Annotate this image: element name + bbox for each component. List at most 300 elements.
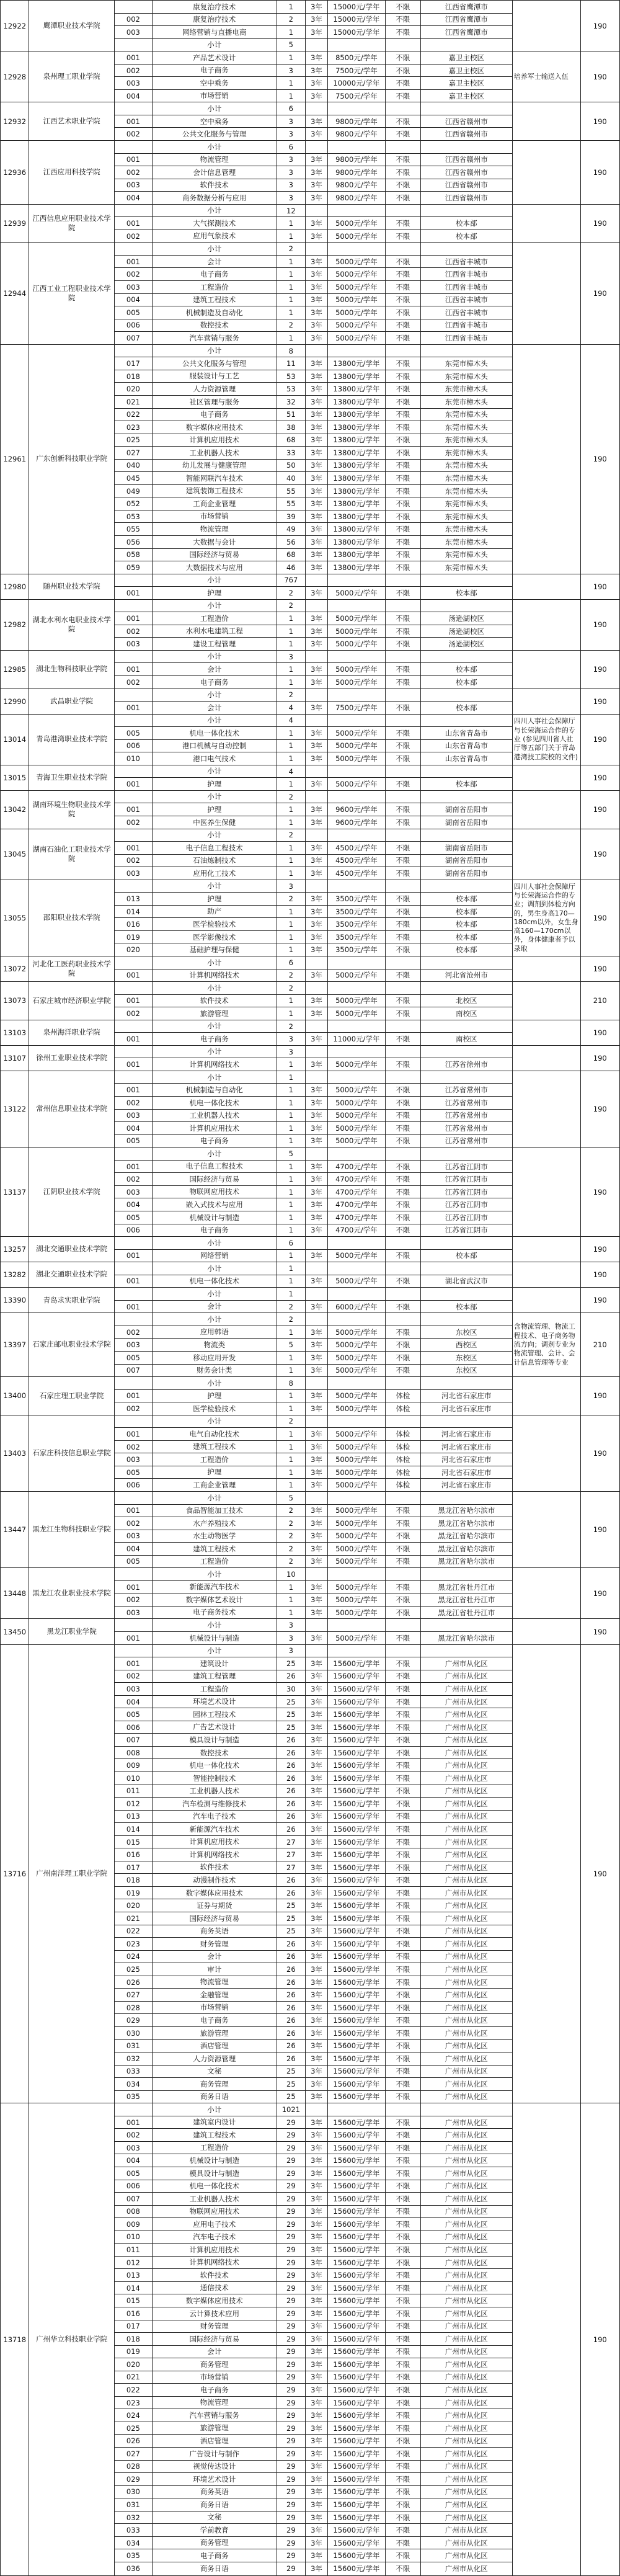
requirement-cell: 不限 bbox=[385, 1134, 420, 1148]
tuition-cell: 13800元/学年 bbox=[327, 395, 385, 408]
tuition-cell: 9800元/学年 bbox=[327, 115, 385, 128]
tuition-cell bbox=[327, 765, 385, 778]
major-name-cell: 建筑工程技术 bbox=[152, 2129, 277, 2142]
tuition-cell: 15000元/学年 bbox=[327, 26, 385, 39]
major-name-cell: 汽车营销与服务 bbox=[152, 2409, 277, 2422]
major-name-cell: 小计 bbox=[152, 880, 277, 893]
tuition-cell: 5000元/学年 bbox=[327, 1555, 385, 1568]
plan-count-cell: 1 bbox=[277, 612, 305, 625]
tuition-cell: 10000元/学年 bbox=[327, 77, 385, 90]
tuition-cell: 15600元/学年 bbox=[327, 2180, 385, 2193]
school-code-cell: 12936 bbox=[1, 141, 29, 205]
years-cell: 3年 bbox=[306, 523, 328, 536]
requirement-cell: 不限 bbox=[385, 497, 420, 510]
note-cell bbox=[512, 1020, 580, 1045]
plan-count-cell: 1 bbox=[277, 1122, 305, 1135]
campus-cell: 江西省鹰潭市 bbox=[420, 1, 512, 14]
plan-count-cell: 1 bbox=[277, 51, 305, 65]
tuition-cell: 15600元/学年 bbox=[327, 2269, 385, 2282]
requirement-cell: 不限 bbox=[385, 1938, 420, 1951]
requirement-cell: 不限 bbox=[385, 2090, 420, 2103]
tuition-cell: 5000元/学年 bbox=[327, 293, 385, 306]
plan-count-cell: 3 bbox=[277, 179, 305, 192]
plan-count-cell: 29 bbox=[277, 2116, 305, 2129]
plan-count-cell: 1 bbox=[277, 1364, 305, 1377]
major-code-cell: 017 bbox=[114, 1861, 152, 1874]
years-cell: 3年 bbox=[306, 1530, 328, 1543]
plan-count-cell: 29 bbox=[277, 2269, 305, 2282]
plan-count-cell: 12 bbox=[277, 204, 305, 217]
tuition-cell bbox=[327, 1045, 385, 1058]
campus-cell: 江西省丰城市 bbox=[420, 306, 512, 319]
major-code-cell: 001 bbox=[114, 612, 152, 625]
major-code-cell: 040 bbox=[114, 459, 152, 472]
major-code-cell: 014 bbox=[114, 905, 152, 918]
plan-count-cell: 1 bbox=[277, 1402, 305, 1415]
requirement-cell: 不限 bbox=[385, 548, 420, 561]
min-score-cell: 190 bbox=[580, 1, 619, 51]
tuition-cell: 15600元/学年 bbox=[327, 2281, 385, 2294]
plan-count-cell: 2 bbox=[277, 1020, 305, 1033]
major-code-cell: 052 bbox=[114, 497, 152, 510]
campus-cell: 广州市从化区 bbox=[420, 1683, 512, 1696]
requirement-cell bbox=[385, 1045, 420, 1058]
major-name-cell: 软件技术 bbox=[152, 2269, 277, 2282]
major-name-cell: 小计 bbox=[152, 956, 277, 969]
requirement-cell: 不限 bbox=[385, 1275, 420, 1288]
tuition-cell: 15600元/学年 bbox=[327, 2409, 385, 2422]
years-cell bbox=[306, 102, 328, 115]
note-cell bbox=[512, 243, 580, 344]
requirement-cell: 不限 bbox=[385, 2218, 420, 2231]
major-name-cell: 物流管理 bbox=[152, 2396, 277, 2409]
campus-cell: 广州市从化区 bbox=[420, 2014, 512, 2027]
major-name-cell: 护理 bbox=[152, 778, 277, 791]
tuition-cell: 5000元/学年 bbox=[327, 1007, 385, 1020]
years-cell: 3年 bbox=[306, 2193, 328, 2206]
tuition-cell bbox=[327, 2103, 385, 2116]
plan-count-cell: 2 bbox=[277, 689, 305, 702]
major-name-cell: 人力资源管理 bbox=[152, 2052, 277, 2066]
tuition-cell bbox=[327, 689, 385, 702]
years-cell bbox=[306, 1148, 328, 1161]
major-code-cell: 014 bbox=[114, 1823, 152, 1836]
note-cell bbox=[512, 344, 580, 574]
years-cell: 3年 bbox=[306, 484, 328, 497]
tuition-cell: 15600元/学年 bbox=[327, 1848, 385, 1861]
plan-count-cell: 25 bbox=[277, 1912, 305, 1925]
major-name-cell: 财务会计类 bbox=[152, 1364, 277, 1377]
campus-cell: 湖南省岳阳市 bbox=[420, 816, 512, 829]
years-cell: 3年 bbox=[306, 230, 328, 243]
requirement-cell: 不限 bbox=[385, 281, 420, 294]
years-cell: 3年 bbox=[306, 1823, 328, 1836]
major-name-cell: 建筑装饰工程技术 bbox=[152, 484, 277, 497]
requirement-cell bbox=[385, 765, 420, 778]
plan-count-cell: 53 bbox=[277, 370, 305, 383]
plan-count-cell: 1 bbox=[277, 816, 305, 829]
years-cell: 3年 bbox=[306, 306, 328, 319]
plan-count-cell: 1 bbox=[277, 803, 305, 816]
major-code-cell bbox=[114, 1020, 152, 1033]
tuition-cell bbox=[327, 243, 385, 256]
major-name-cell: 物流类 bbox=[152, 1339, 277, 1352]
min-score-cell: 190 bbox=[580, 1020, 619, 1045]
requirement-cell: 不限 bbox=[385, 1339, 420, 1352]
min-score-cell: 190 bbox=[580, 1377, 619, 1415]
major-name-cell: 公共文化服务与管理 bbox=[152, 357, 277, 370]
plan-count-cell: 46 bbox=[277, 561, 305, 574]
tuition-cell: 15600元/学年 bbox=[327, 1899, 385, 1912]
school-name-cell: 石家庄城市经济职业学院 bbox=[29, 982, 114, 1020]
years-cell: 3年 bbox=[306, 535, 328, 548]
major-code-cell: 002 bbox=[114, 1173, 152, 1186]
major-code-cell: 003 bbox=[114, 1453, 152, 1466]
major-name-cell: 小计 bbox=[152, 2103, 277, 2116]
major-name-cell: 商务数据分析与应用 bbox=[152, 192, 277, 205]
years-cell bbox=[306, 574, 328, 587]
tuition-cell: 15600元/学年 bbox=[327, 2333, 385, 2346]
plan-count-cell: 2 bbox=[277, 319, 305, 332]
major-code-cell: 020 bbox=[114, 383, 152, 396]
note-cell bbox=[512, 1415, 580, 1491]
years-cell: 3年 bbox=[306, 1275, 328, 1288]
major-code-cell: 003 bbox=[114, 77, 152, 90]
tuition-cell: 15600元/学年 bbox=[327, 2026, 385, 2039]
note-cell bbox=[512, 1568, 580, 1619]
major-code-cell bbox=[114, 2103, 152, 2116]
major-code-cell bbox=[114, 1045, 152, 1058]
plan-count-cell: 29 bbox=[277, 2358, 305, 2371]
plan-count-cell: 68 bbox=[277, 434, 305, 447]
years-cell: 3年 bbox=[306, 1606, 328, 1619]
campus-cell bbox=[420, 141, 512, 154]
tuition-cell: 5000元/学年 bbox=[327, 638, 385, 651]
major-name-cell: 小计 bbox=[152, 599, 277, 612]
note-cell: 四川人事社会保障厅与长荣海运合作的专业 (参见四川省人社厅等五部门关于青岛港湾技工院校的文件) bbox=[512, 714, 580, 765]
tuition-cell: 15600元/学年 bbox=[327, 1963, 385, 1976]
school-name-cell: 湖南石油化工职业技术学院 bbox=[29, 829, 114, 880]
major-code-cell bbox=[114, 714, 152, 727]
tuition-cell: 5000元/学年 bbox=[327, 1058, 385, 1071]
subtotal-row bbox=[1, 204, 620, 217]
campus-cell bbox=[420, 1491, 512, 1504]
plan-count-cell: 26 bbox=[277, 2001, 305, 2014]
campus-cell bbox=[420, 689, 512, 702]
plan-count-cell: 1021 bbox=[277, 2103, 305, 2116]
years-cell: 3年 bbox=[306, 1759, 328, 1772]
school-name-cell: 广州南洋理工职业学院 bbox=[29, 1644, 114, 2103]
subtotal-row bbox=[1, 141, 620, 154]
campus-cell: 广州市从化区 bbox=[420, 2256, 512, 2269]
major-name-cell: 电子商务 bbox=[152, 1033, 277, 1046]
requirement-cell: 不限 bbox=[385, 854, 420, 867]
tuition-cell bbox=[327, 714, 385, 727]
tuition-cell bbox=[327, 650, 385, 663]
major-name-cell: 国际经济与贸易 bbox=[152, 548, 277, 561]
plan-count-cell: 29 bbox=[277, 2333, 305, 2346]
tuition-cell: 15600元/学年 bbox=[327, 2052, 385, 2066]
school-code-cell: 13282 bbox=[1, 1262, 29, 1288]
years-cell: 3年 bbox=[306, 1198, 328, 1211]
school-name-cell: 河北化工医药职业技术学院 bbox=[29, 956, 114, 982]
major-name-cell: 商务英语 bbox=[152, 2485, 277, 2498]
years-cell: 3年 bbox=[306, 1798, 328, 1811]
tuition-cell bbox=[327, 1619, 385, 1632]
tuition-cell: 15600元/学年 bbox=[327, 2193, 385, 2206]
requirement-cell: 不限 bbox=[385, 2384, 420, 2397]
requirement-cell: 不限 bbox=[385, 943, 420, 956]
campus-cell: 东莞市樟木头 bbox=[420, 434, 512, 447]
plan-count-cell: 51 bbox=[277, 408, 305, 421]
plan-count-cell: 26 bbox=[277, 1734, 305, 1747]
plan-count-cell: 2 bbox=[277, 1415, 305, 1428]
campus-cell: 广州市从化区 bbox=[420, 1861, 512, 1874]
campus-cell bbox=[420, 2103, 512, 2116]
requirement-cell bbox=[385, 829, 420, 842]
tuition-cell: 15600元/学年 bbox=[327, 2231, 385, 2244]
major-code-cell: 034 bbox=[114, 2078, 152, 2091]
tuition-cell: 15600元/学年 bbox=[327, 2511, 385, 2524]
major-code-cell: 001 bbox=[114, 51, 152, 65]
tuition-cell: 13800元/学年 bbox=[327, 548, 385, 561]
plan-count-cell: 2 bbox=[277, 1517, 305, 1530]
requirement-cell: 不限 bbox=[385, 2116, 420, 2129]
min-score-cell: 190 bbox=[580, 344, 619, 574]
tuition-cell: 4700元/学年 bbox=[327, 1211, 385, 1224]
tuition-cell: 5000元/学年 bbox=[327, 1504, 385, 1517]
years-cell: 3年 bbox=[306, 370, 328, 383]
requirement-cell: 不限 bbox=[385, 2294, 420, 2307]
campus-cell: 广州市从化区 bbox=[420, 1734, 512, 1747]
tuition-cell: 15600元/学年 bbox=[327, 2320, 385, 2333]
major-name-cell: 软件技术 bbox=[152, 1861, 277, 1874]
school-name-cell: 黑龙江农业职业技术学院 bbox=[29, 1568, 114, 1619]
years-cell: 3年 bbox=[306, 778, 328, 791]
subtotal-row bbox=[1, 1568, 620, 1581]
major-code-cell bbox=[114, 1491, 152, 1504]
years-cell bbox=[306, 714, 328, 727]
tuition-cell: 5000元/学年 bbox=[327, 1134, 385, 1148]
major-code-cell: 003 bbox=[114, 638, 152, 651]
major-name-cell: 大数据与会计 bbox=[152, 535, 277, 548]
plan-count-cell: 1 bbox=[277, 867, 305, 880]
years-cell: 3年 bbox=[306, 1364, 328, 1377]
major-code-cell: 001 bbox=[114, 842, 152, 855]
campus-cell: 汤逊湖校区 bbox=[420, 612, 512, 625]
major-code-cell: 003 bbox=[114, 867, 152, 880]
major-name-cell: 数字媒体艺术设计 bbox=[152, 1593, 277, 1607]
major-name-cell: 金融管理 bbox=[152, 1989, 277, 2002]
years-cell: 3年 bbox=[306, 702, 328, 715]
requirement-cell: 不限 bbox=[385, 523, 420, 536]
requirement-cell: 不限 bbox=[385, 268, 420, 281]
years-cell: 3年 bbox=[306, 64, 328, 77]
plan-count-cell: 55 bbox=[277, 497, 305, 510]
requirement-cell: 不限 bbox=[385, 447, 420, 460]
major-code-cell: 031 bbox=[114, 2039, 152, 2052]
years-cell: 3年 bbox=[306, 893, 328, 906]
tuition-cell: 4500元/学年 bbox=[327, 842, 385, 855]
requirement-cell: 不限 bbox=[385, 2409, 420, 2422]
years-cell: 3年 bbox=[306, 1683, 328, 1696]
plan-count-cell: 27 bbox=[277, 1835, 305, 1848]
note-cell bbox=[512, 1148, 580, 1237]
campus-cell: 广州市从化区 bbox=[420, 1938, 512, 1951]
campus-cell: 江苏省常州市 bbox=[420, 1084, 512, 1097]
major-code-cell: 002 bbox=[114, 268, 152, 281]
major-name-cell: 国际经济与贸易 bbox=[152, 2333, 277, 2346]
major-code-cell: 001 bbox=[114, 255, 152, 268]
campus-cell: 广州市从化区 bbox=[420, 2078, 512, 2091]
campus-cell: 广州市从化区 bbox=[420, 2281, 512, 2294]
subtotal-row bbox=[1, 714, 620, 727]
major-name-cell: 旅游管理 bbox=[152, 2026, 277, 2039]
years-cell: 3年 bbox=[306, 166, 328, 179]
tuition-cell: 9600元/学年 bbox=[327, 803, 385, 816]
campus-cell: 广州市从化区 bbox=[420, 1886, 512, 1899]
campus-cell: 广州市从化区 bbox=[420, 2358, 512, 2371]
requirement-cell bbox=[385, 1415, 420, 1428]
major-code-cell: 002 bbox=[114, 1402, 152, 1415]
major-name-cell: 护理 bbox=[152, 587, 277, 600]
tuition-cell: 15600元/学年 bbox=[327, 1746, 385, 1759]
major-code-cell: 002 bbox=[114, 13, 152, 26]
plan-count-cell: 1 bbox=[277, 1109, 305, 1122]
plan-count-cell: 29 bbox=[277, 2320, 305, 2333]
campus-cell: 河北省石家庄市 bbox=[420, 1453, 512, 1466]
years-cell: 3年 bbox=[306, 1466, 328, 1479]
campus-cell bbox=[420, 1020, 512, 1033]
requirement-cell: 不限 bbox=[385, 2026, 420, 2039]
major-code-cell: 011 bbox=[114, 2244, 152, 2257]
school-code-cell: 13055 bbox=[1, 880, 29, 956]
major-name-cell: 小计 bbox=[152, 765, 277, 778]
years-cell: 3年 bbox=[306, 2078, 328, 2091]
years-cell: 3年 bbox=[306, 1211, 328, 1224]
plan-count-cell: 29 bbox=[277, 2396, 305, 2409]
tuition-cell: 5000元/学年 bbox=[327, 230, 385, 243]
years-cell bbox=[306, 765, 328, 778]
major-code-cell bbox=[114, 956, 152, 969]
school-name-cell: 青海卫生职业技术学院 bbox=[29, 765, 114, 790]
campus-cell: 广州市从化区 bbox=[420, 2001, 512, 2014]
plan-count-cell: 29 bbox=[277, 2307, 305, 2320]
plan-count-cell: 1 bbox=[277, 1185, 305, 1198]
major-name-cell: 电子商务 bbox=[152, 64, 277, 77]
min-score-cell: 210 bbox=[580, 982, 619, 1020]
tuition-cell: 15600元/学年 bbox=[327, 2422, 385, 2435]
major-name-cell: 康复治疗技术 bbox=[152, 13, 277, 26]
tuition-cell: 15600元/学年 bbox=[327, 2039, 385, 2052]
plan-count-cell: 1 bbox=[277, 1071, 305, 1084]
years-cell: 3年 bbox=[306, 2065, 328, 2078]
years-cell: 3年 bbox=[306, 2052, 328, 2066]
campus-cell: 校本部 bbox=[420, 1249, 512, 1262]
major-code-cell: 001 bbox=[114, 663, 152, 676]
major-name-cell: 小计 bbox=[152, 650, 277, 663]
campus-cell: 江西省鹰潭市 bbox=[420, 26, 512, 39]
years-cell: 3年 bbox=[306, 421, 328, 434]
requirement-cell: 不限 bbox=[385, 115, 420, 128]
plan-count-cell: 29 bbox=[277, 2167, 305, 2180]
major-code-cell: 016 bbox=[114, 1848, 152, 1861]
tuition-cell: 15600元/学年 bbox=[327, 1695, 385, 1708]
tuition-cell: 13800元/学年 bbox=[327, 447, 385, 460]
campus-cell: 汤逊湖校区 bbox=[420, 625, 512, 638]
tuition-cell: 5000元/学年 bbox=[327, 1389, 385, 1402]
major-code-cell: 015 bbox=[114, 2294, 152, 2307]
years-cell: 3年 bbox=[306, 357, 328, 370]
requirement-cell bbox=[385, 1071, 420, 1084]
major-name-cell: 数字媒体应用技术 bbox=[152, 421, 277, 434]
plan-count-cell: 3 bbox=[277, 192, 305, 205]
plan-count-cell: 25 bbox=[277, 1657, 305, 1670]
major-code-cell: 009 bbox=[114, 2218, 152, 2231]
note-cell bbox=[512, 650, 580, 689]
major-name-cell: 医学检验技术 bbox=[152, 918, 277, 931]
min-score-cell: 190 bbox=[580, 1644, 619, 2103]
plan-count-cell: 1 bbox=[277, 1, 305, 14]
requirement-cell: 不限 bbox=[385, 421, 420, 434]
years-cell: 3年 bbox=[306, 217, 328, 230]
requirement-cell bbox=[385, 880, 420, 893]
major-name-cell: 食品智能加工技术 bbox=[152, 1504, 277, 1517]
major-name-cell: 会计 bbox=[152, 1300, 277, 1313]
major-code-cell: 001 bbox=[114, 1632, 152, 1645]
tuition-cell bbox=[327, 38, 385, 51]
tuition-cell: 5000元/学年 bbox=[327, 217, 385, 230]
campus-cell: 广州市从化区 bbox=[420, 1746, 512, 1759]
campus-cell: 江苏省常州市 bbox=[420, 1122, 512, 1135]
major-name-cell: 财务管理 bbox=[152, 1938, 277, 1951]
major-code-cell: 010 bbox=[114, 1772, 152, 1785]
campus-cell: 广州市从化区 bbox=[420, 1976, 512, 1989]
tuition-cell: 13800元/学年 bbox=[327, 484, 385, 497]
major-code-cell: 027 bbox=[114, 447, 152, 460]
min-score-cell: 190 bbox=[580, 599, 619, 650]
campus-cell: 西校区 bbox=[420, 1339, 512, 1352]
tuition-cell bbox=[327, 880, 385, 893]
major-name-cell: 云计算技术应用 bbox=[152, 2307, 277, 2320]
school-code-cell: 12985 bbox=[1, 650, 29, 689]
major-code-cell: 018 bbox=[114, 370, 152, 383]
campus-cell: 河北省石家庄市 bbox=[420, 1402, 512, 1415]
tuition-cell bbox=[327, 1020, 385, 1033]
major-code-cell: 022 bbox=[114, 408, 152, 421]
requirement-cell: 体检 bbox=[385, 1428, 420, 1441]
major-name-cell: 石油炼制技术 bbox=[152, 854, 277, 867]
campus-cell: 山东省青岛市 bbox=[420, 752, 512, 765]
tuition-cell bbox=[327, 1237, 385, 1250]
years-cell: 3年 bbox=[306, 1453, 328, 1466]
campus-cell: 江西省丰城市 bbox=[420, 319, 512, 332]
school-name-cell: 石家庄理工职业学院 bbox=[29, 1377, 114, 1415]
major-code-cell bbox=[114, 765, 152, 778]
major-code-cell: 027 bbox=[114, 2448, 152, 2461]
major-code-cell: 001 bbox=[114, 2116, 152, 2129]
major-name-cell: 会计 bbox=[152, 702, 277, 715]
plan-count-cell: 29 bbox=[277, 2180, 305, 2193]
major-code-cell: 002 bbox=[114, 1440, 152, 1453]
campus-cell: 湖南省岳阳市 bbox=[420, 842, 512, 855]
campus-cell: 校本部 bbox=[420, 663, 512, 676]
requirement-cell: 不限 bbox=[385, 1504, 420, 1517]
plan-count-cell: 2 bbox=[277, 1530, 305, 1543]
tuition-cell: 15600元/学年 bbox=[327, 2167, 385, 2180]
plan-count-cell: 1 bbox=[277, 778, 305, 791]
tuition-cell: 6000元/学年 bbox=[327, 1300, 385, 1313]
